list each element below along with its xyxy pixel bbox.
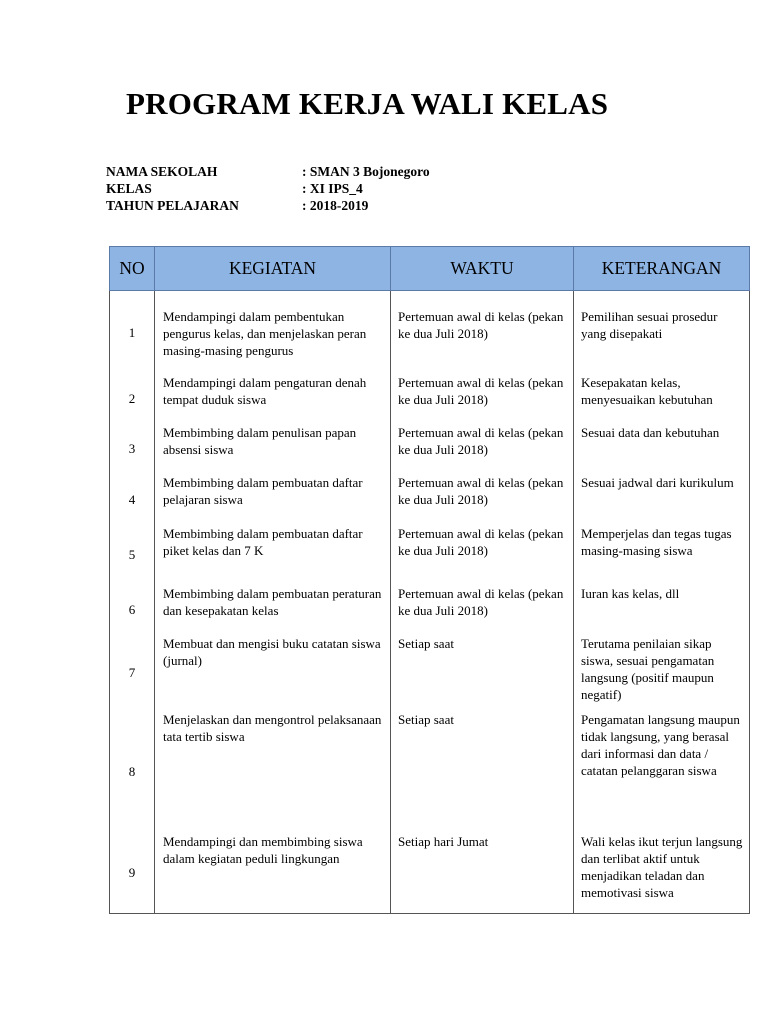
cell-kegiatan: Membimbing dalam pembuatan peraturan dan kesepakatan kelas — [155, 585, 391, 635]
info-label: NAMA SEKOLAH — [106, 164, 218, 179]
cell-no: 1 — [110, 291, 155, 374]
cell-kegiatan: Menjelaskan dan mengontrol pelaksanaan tata tertib siswa — [155, 711, 391, 833]
cell-waktu: Pertemuan awal di kelas (pekan ke dua Juli 2018) — [391, 291, 574, 374]
cell-keterangan: Kesepakatan kelas, menyesuaikan kebutuhan — [574, 374, 750, 424]
cell-kegiatan: Membimbing dalam pembuatan daftar pelajaran siswa — [155, 474, 391, 525]
cell-keterangan: Pengamatan langsung maupun tidak langsung, yang berasal dari informasi dan data / catatan pelanggaran siswa — [574, 711, 750, 833]
cell-keterangan: Memperjelas dan tegas tugas masing-masing siswa — [574, 525, 750, 585]
cell-no: 3 — [110, 424, 155, 474]
cell-no: 6 — [110, 585, 155, 635]
info-value: : SMAN 3 Bojonegoro — [302, 164, 430, 179]
cell-keterangan: Sesuai jadwal dari kurikulum — [574, 474, 750, 525]
table-row — [110, 374, 750, 424]
cell-waktu: Pertemuan awal di kelas (pekan ke dua Juli 2018) — [391, 585, 574, 635]
cell-no: 2 — [110, 374, 155, 424]
cell-keterangan: Iuran kas kelas, dll — [574, 585, 750, 635]
cell-kegiatan: Membuat dan mengisi buku catatan siswa (jurnal) — [155, 635, 391, 711]
program-table — [109, 246, 750, 914]
info-label: TAHUN PELAJARAN — [106, 198, 239, 213]
table-row — [110, 474, 750, 525]
column-header-no: NO — [110, 247, 155, 291]
cell-waktu: Pertemuan awal di kelas (pekan ke dua Juli 2018) — [391, 424, 574, 474]
cell-waktu: Setiap saat — [391, 635, 574, 711]
cell-no: 7 — [110, 635, 155, 711]
cell-kegiatan: Mendampingi dalam pengaturan denah tempat duduk siswa — [155, 374, 391, 424]
cell-kegiatan: Membimbing dalam penulisan papan absensi siswa — [155, 424, 391, 474]
page-title: PROGRAM KERJA WALI KELAS — [126, 86, 609, 121]
cell-waktu: Setiap saat — [391, 711, 574, 833]
cell-keterangan: Wali kelas ikut terjun langsung dan terlibat aktif untuk menjadikan teladan dan memotivasi siswa — [574, 833, 750, 914]
cell-keterangan: Terutama penilaian sikap siswa, sesuai pengamatan langsung (positif maupun negatif) — [574, 635, 750, 711]
cell-waktu: Pertemuan awal di kelas (pekan ke dua Juli 2018) — [391, 525, 574, 585]
info-value: : 2018-2019 — [302, 198, 369, 213]
cell-waktu: Setiap hari Jumat — [391, 833, 574, 914]
cell-kegiatan: Mendampingi dan membimbing siswa dalam kegiatan peduli lingkungan — [155, 833, 391, 914]
cell-no: 5 — [110, 525, 155, 585]
cell-keterangan: Pemilihan sesuai prosedur yang disepakati — [574, 291, 750, 374]
table-row — [110, 585, 750, 635]
column-header-waktu: WAKTU — [391, 247, 574, 291]
school-info — [106, 163, 430, 214]
info-label: KELAS — [106, 181, 152, 196]
column-header-keterangan: KETERANGAN — [574, 247, 750, 291]
cell-kegiatan: Mendampingi dalam pembentukan pengurus kelas, dan menjelaskan peran masing-masing pengurus — [155, 291, 391, 374]
cell-kegiatan: Membimbing dalam pembuatan daftar piket kelas dan 7 K — [155, 525, 391, 585]
info-row-school — [106, 163, 430, 180]
info-row-year — [106, 197, 430, 214]
table-row — [110, 635, 750, 711]
table-row — [110, 711, 750, 833]
info-row-class — [106, 180, 430, 197]
table-header-row — [110, 247, 750, 291]
table-row — [110, 833, 750, 914]
column-header-kegiatan: KEGIATAN — [155, 247, 391, 291]
cell-no: 9 — [110, 833, 155, 914]
table-row — [110, 291, 750, 374]
cell-no: 4 — [110, 474, 155, 525]
cell-waktu: Pertemuan awal di kelas (pekan ke dua Juli 2018) — [391, 474, 574, 525]
cell-no: 8 — [110, 711, 155, 833]
table-row — [110, 525, 750, 585]
info-value: : XI IPS_4 — [302, 181, 363, 196]
cell-waktu: Pertemuan awal di kelas (pekan ke dua Juli 2018) — [391, 374, 574, 424]
table-row — [110, 424, 750, 474]
cell-keterangan: Sesuai data dan kebutuhan — [574, 424, 750, 474]
